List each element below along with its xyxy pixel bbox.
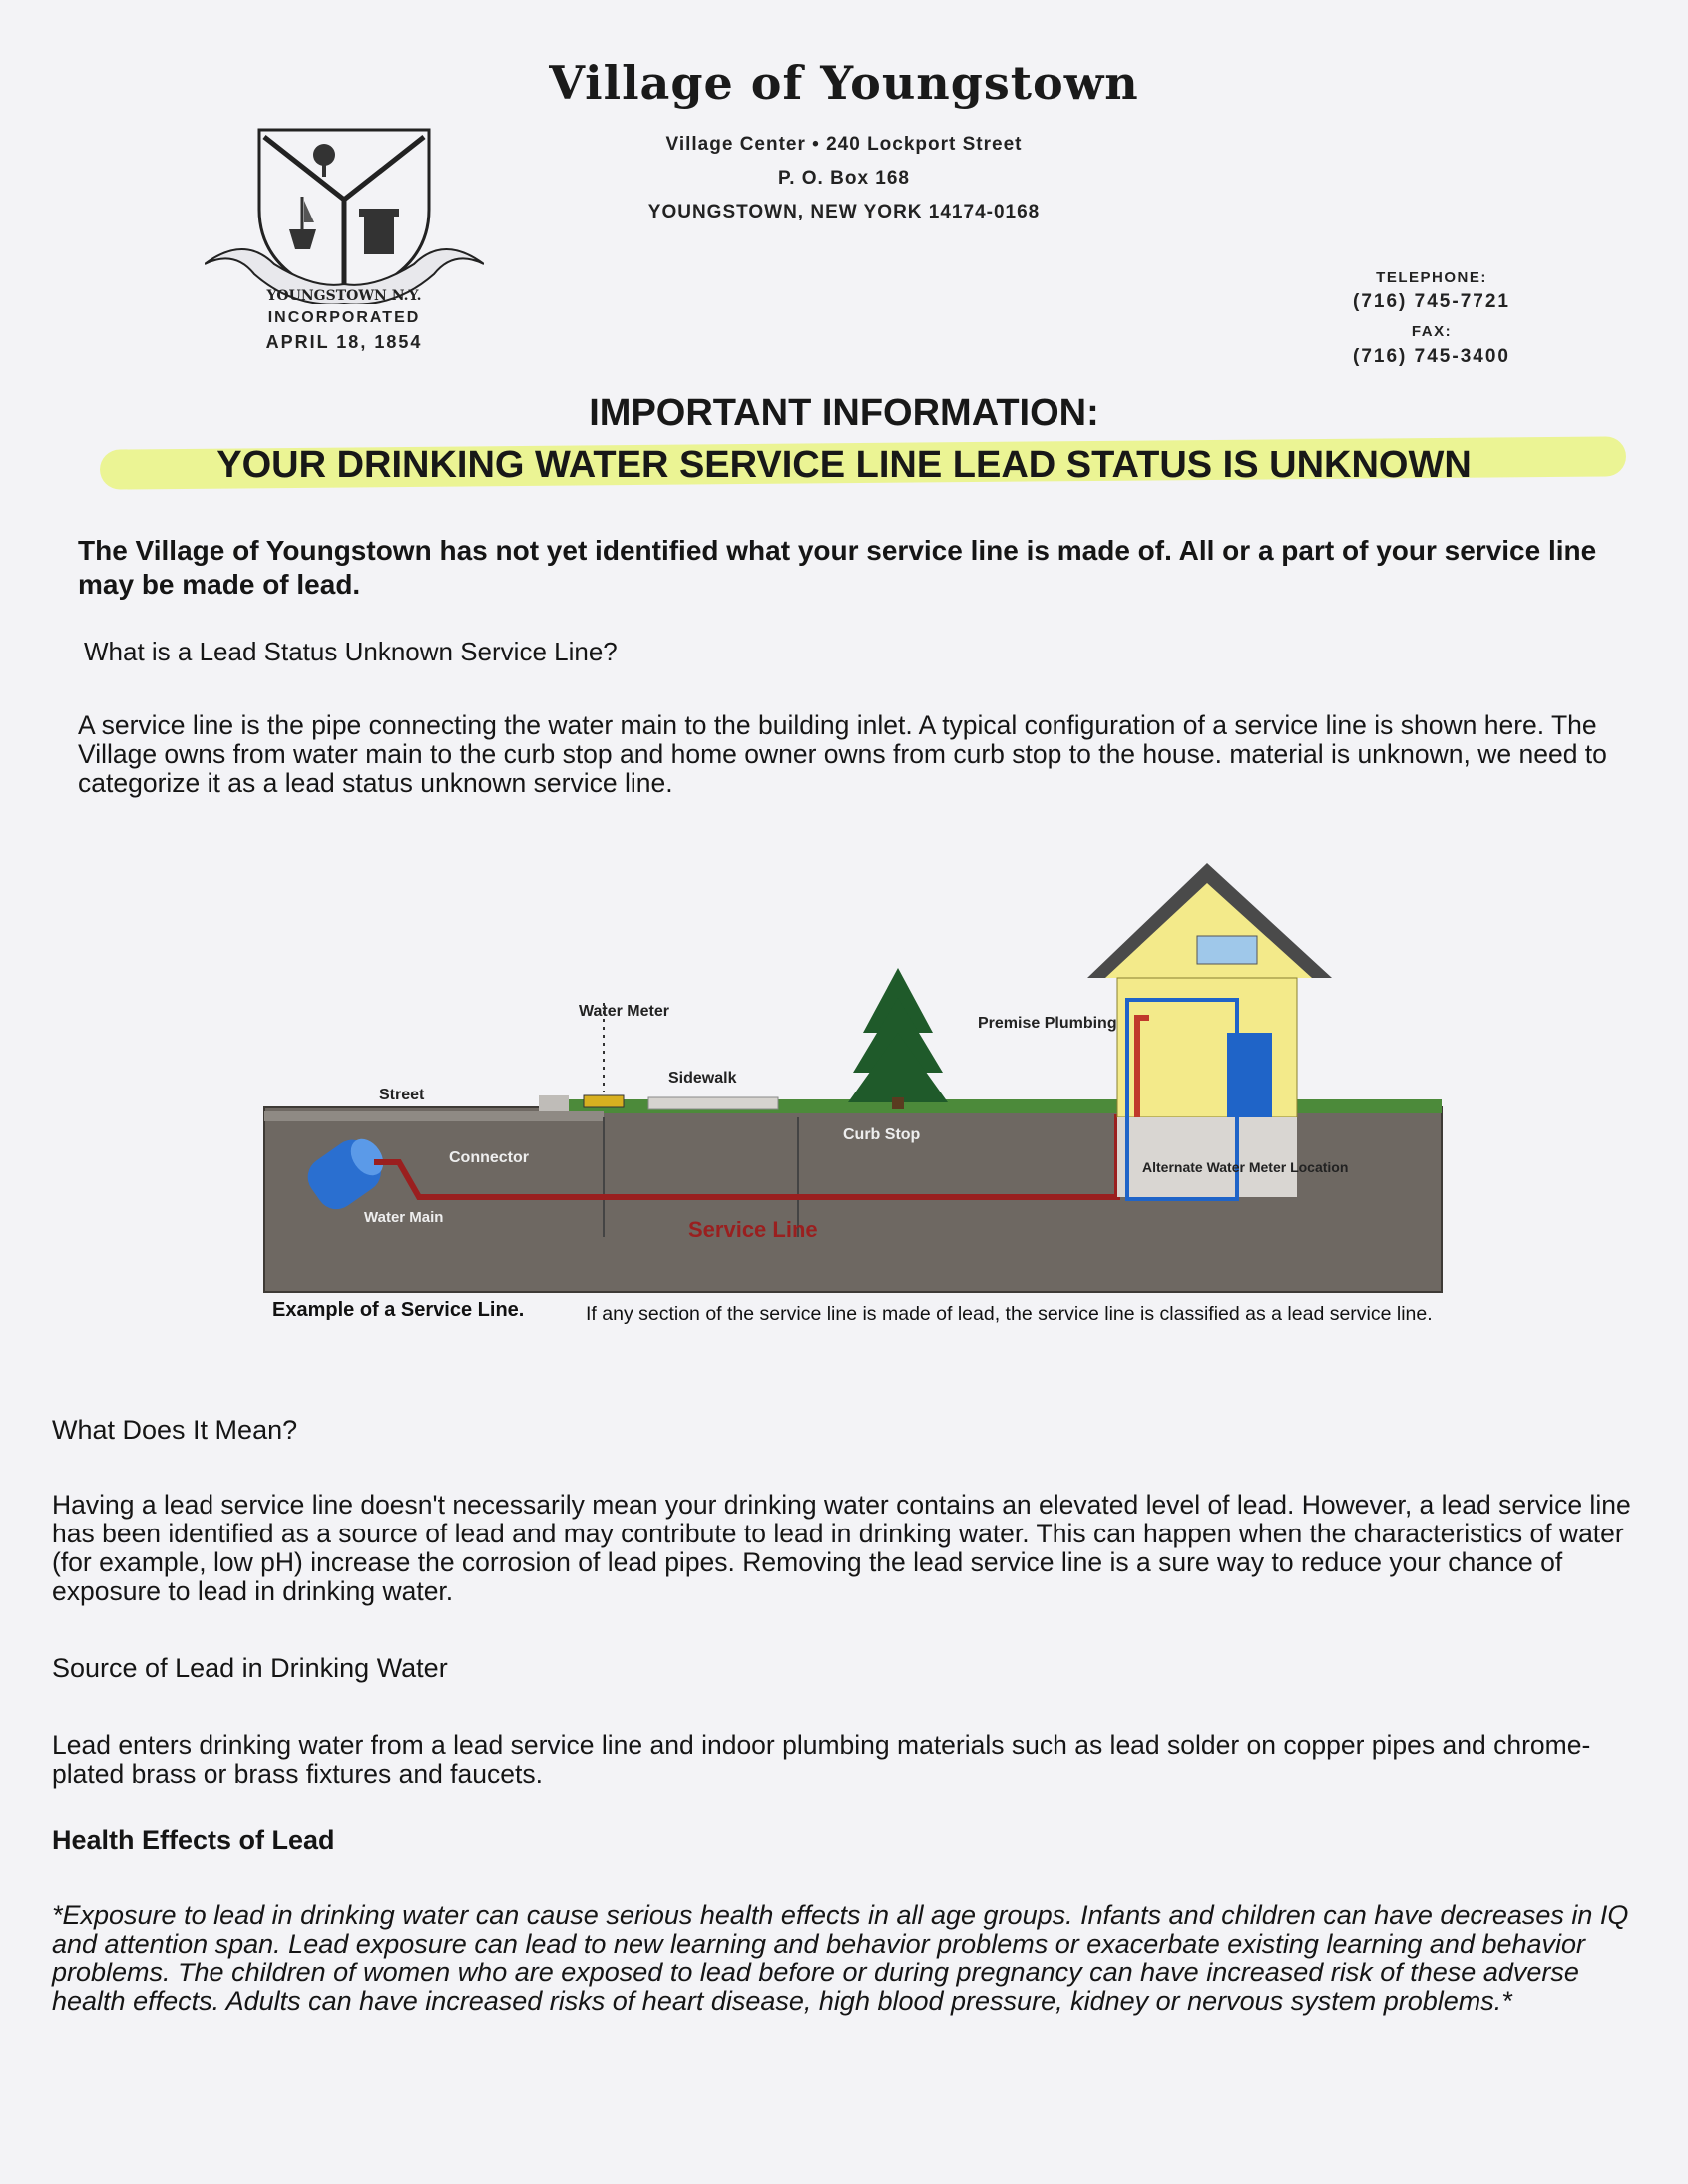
intro-paragraph: The Village of Youngstown has not yet identified what your service line is made of. All or a part of your service line may be made of lead. bbox=[78, 535, 1597, 600]
section3-body: Lead enters drinking water from a lead service line and indoor plumbing materials such as lead solder on copper pipes and chrome-plated brass or brass fixtures and faucets. bbox=[52, 1730, 1591, 1789]
section2-question: What Does It Mean? bbox=[52, 1415, 298, 1445]
incorporated-date: APRIL 18, 1854 bbox=[265, 332, 423, 352]
label-service-line: Service Line bbox=[688, 1217, 818, 1242]
village-title: Village of Youngstown bbox=[549, 56, 1139, 110]
label-curb-stop: Curb Stop bbox=[843, 1126, 921, 1143]
headline-line-1: IMPORTANT INFORMATION: bbox=[589, 392, 1099, 434]
incorporated-label: INCORPORATED bbox=[267, 309, 421, 326]
address-line-2: P. O. Box 168 bbox=[778, 168, 910, 189]
headline-line-2: YOUR DRINKING WATER SERVICE LINE LEAD STATUS IS UNKNOWN bbox=[216, 444, 1472, 486]
telephone-label: TELEPHONE: bbox=[1376, 269, 1487, 286]
seal-text: YOUNGSTOWN N.Y. bbox=[266, 288, 422, 304]
address-line-1: Village Center • 240 Lockport Street bbox=[665, 134, 1023, 155]
fax-number: (716) 745-3400 bbox=[1353, 346, 1510, 367]
section1-question: What is a Lead Status Unknown Service Line? bbox=[84, 637, 618, 666]
fax-label: FAX: bbox=[1411, 323, 1453, 340]
section1-body: A service line is the pipe connecting the water main to the building inlet. A typical configuration of a service line is shown here. The Village owns from water main to the curb stop and home owner owns from curb stop to the house. material is unknown, we need to categorize it as a lead status unknown service line. bbox=[78, 710, 1607, 798]
label-alternate-meter: Alternate Water Meter Location bbox=[1142, 1159, 1349, 1175]
label-water-meter: Water Meter bbox=[579, 1003, 669, 1020]
village-seal bbox=[205, 125, 484, 304]
curb-stop-box bbox=[584, 1095, 624, 1107]
label-street: Street bbox=[379, 1087, 425, 1103]
diagram-caption-title: Example of a Service Line. bbox=[272, 1299, 525, 1321]
section2-body: Having a lead service line doesn't necessarily mean your drinking water contains an elevated level of lead. However, a lead service line has been identified as a source of lead and may contribute to lead in drinking water. This can happen when the characteristics of water (for example, low pH) increase the corrosion of lead pipes. Removing the lead service line is a sure way to reduce your chance of exposure to lead in drinking water. bbox=[52, 1490, 1631, 1606]
section4-heading: Health Effects of Lead bbox=[52, 1825, 335, 1855]
tree bbox=[848, 968, 948, 1109]
sidewalk-slab bbox=[648, 1097, 778, 1109]
section3-question: Source of Lead in Drinking Water bbox=[52, 1653, 448, 1683]
label-water-main: Water Main bbox=[364, 1209, 444, 1226]
label-premise-plumbing: Premise Plumbing bbox=[978, 1015, 1117, 1032]
house bbox=[1087, 863, 1332, 1199]
service-line-diagram bbox=[259, 818, 1457, 1317]
diagram-caption-text: If any section of the service line is made of lead, the service line is classified as a lead service line. bbox=[586, 1303, 1433, 1325]
label-connector: Connector bbox=[449, 1149, 529, 1166]
telephone-number: (716) 745-7721 bbox=[1353, 291, 1510, 312]
label-sidewalk: Sidewalk bbox=[668, 1070, 737, 1087]
section4-body: *Exposure to lead in drinking water can cause serious health effects in all age groups. Infants and children can have decreases in IQ and attention span. Lead exposure can lead to new learning and behavior problems or exacerbate existing learning and behavior problems. The children of women who are exposed to lead before or during pregnancy can have increased risk of these adverse health effects. Adults can have increased risks of heart disease, high blood pressure, kidney or nervous system problems.* bbox=[52, 1900, 1629, 2016]
address-line-3: YOUNGSTOWN, NEW YORK 14174-0168 bbox=[647, 202, 1041, 222]
